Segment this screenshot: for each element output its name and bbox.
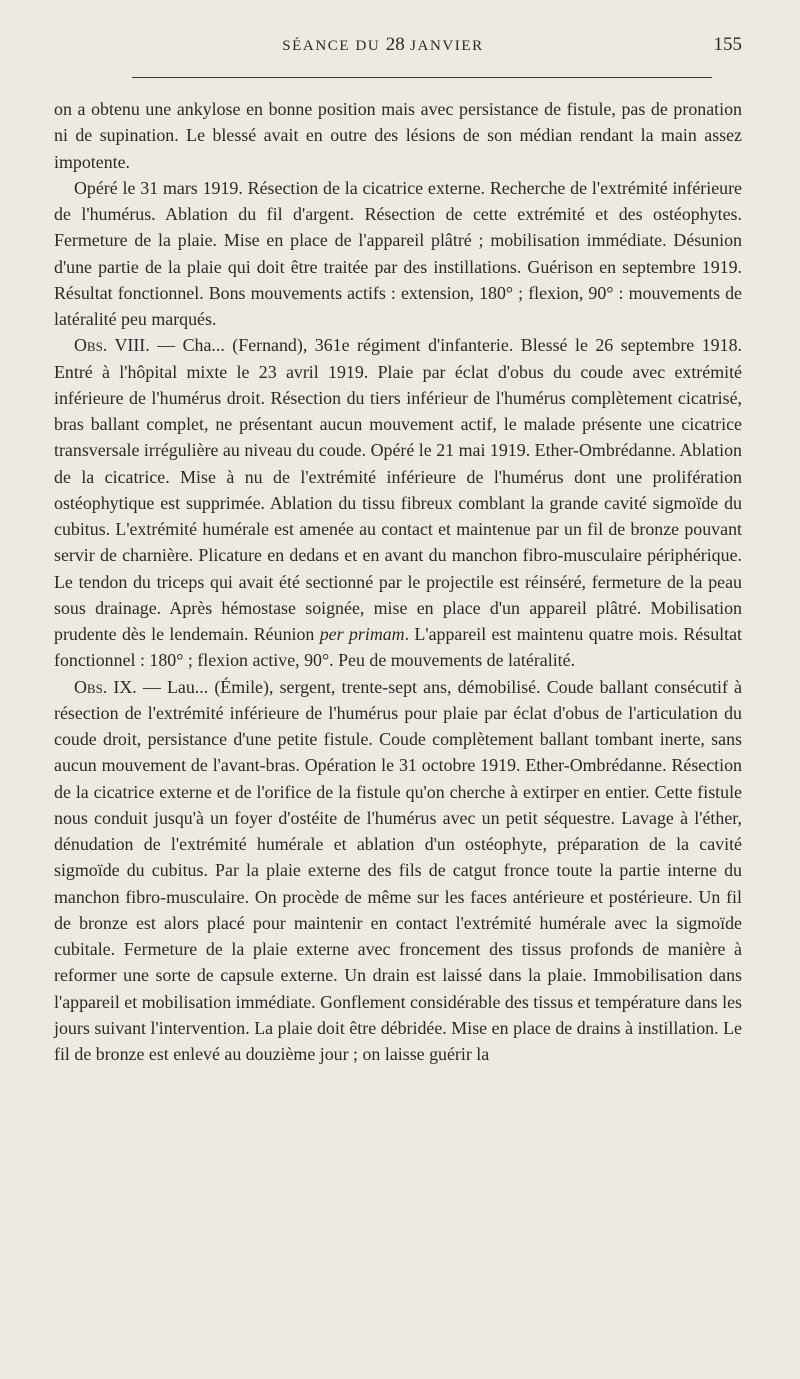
- running-title-suffix: JANVIER: [404, 38, 484, 54]
- paragraph-1: [54, 96, 742, 175]
- running-title-day: 28: [385, 34, 405, 55]
- observation-ix-label: Obs. IX.: [74, 676, 137, 697]
- paragraph-2-text: Opéré le 31 mars 1919. Résection de la cicatrice externe. Recherche de l'extrémité inférieure de l'humérus. Ablation du fil d'argent. Résection de cette extrémité et des ostéophytes. Fermeture de la plaie. Mise en place de l'appareil plâtré ; mobilisation immédiate. Désunion d'une partie de la plaie qui doit être traitée par des instillations. Guérison en septembre 1919. Résultat fonctionnel. Bons mouvements actifs : extension, 180° ; flexion, 90° : mouvements de latéralité peu marqués.: [54, 177, 742, 329]
- observation-viii-italic: per primam: [319, 624, 405, 644]
- paragraph-2: [54, 175, 742, 333]
- observation-viii-text: — Cha... (Fernand), 361e régiment d'infanterie. Blessé le 26 septembre 1918. Entré à l'hôpital mixte le 23 avril 1919. Plaie par éclat d'obus du coude avec extrémité inférieure de l'humérus droit. Résection du tiers inférieur de l'humérus complètement cicatrisé, bras ballant complet, ne présentant aucun mouvement actif, le malade présente une cicatrice transversale irrégulière au niveau du coude. Opéré le 21 mai 1919. Ether-Ombrédanne. Ablation de la cicatrice. Mise à nu de l'extrémité inférieure de l'humérus dont une prolifération ostéophytique est supprimée. Ablation du tissu fibreux comblant la grande cavité sigmoïde du cubitus. L'extrémité humérale est amenée au contact et maintenue par un fil de bronze pouvant servir de charnière. Plicature en dedans et en avant du manchon fibro-musculaire périphérique. Le tendon du triceps qui avait été sectionné par le projectile est réinséré, fermeture de la peau sous drainage. Après hémostase soignée, mise en place d'un appareil plâtré. Mobilisation prudente dès le lendemain. Réunion: [54, 335, 742, 644]
- running-title: [54, 34, 712, 56]
- observation-viii-text-end: . L'appareil est maintenu quatre mois. Résultat fonctionnel : 180° ; flexion active, 90°. Peu de mouvements de latéralité.: [54, 624, 743, 671]
- running-title-prefix: SÉANCE DU: [282, 38, 386, 54]
- running-head: [54, 34, 742, 58]
- body-text: [54, 96, 742, 1067]
- observation-ix: [54, 674, 742, 1068]
- paragraph-1-text: on a obtenu une ankylose en bonne position mais avec persistance de fistule, pas de pronation ni de supination. Le blessé avait en outre des lésions de son médian rendant la main assez impotente.: [54, 99, 742, 172]
- page-number: 155: [713, 34, 742, 55]
- header-rule: [132, 77, 712, 78]
- observation-viii: [54, 332, 742, 673]
- observation-viii-label: Obs. VIII.: [74, 335, 150, 356]
- observation-ix-text: — Lau... (Émile), sergent, trente-sept ans, démobilisé. Coude ballant consécutif à résection de l'extrémité inférieure de l'humérus pour plaie par éclat d'obus de l'articulation du coude droit, persistance d'une petite fistule. Coude complètement ballant tombant inerte, sans aucun mouvement de l'avant-bras. Opération le 31 octobre 1919. Ether-Ombrédanne. Résection de la cicatrice externe et de l'orifice de la fistule qu'on cherche à extirper en entier. Cette fistule nous conduit jusqu'à un foyer d'ostéite de l'humérus avec un petit séquestre. Lavage à l'éther, dénudation de l'extrémité humérale et ablation d'un ostéophyte, préparation de la cavité sigmoïde du cubitus. Par la plaie externe des fils de catgut fronce toute la partie interne du manchon fibro-musculaire. On procède de même sur les faces antérieure et postérieure. Un fil de bronze est alors placé pour maintenir en contact l'extrémité humérale avec la sigmoïde cubitale. Fermeture de la plaie externe avec froncement des tissus profonds de manière à reformer une sorte de capsule externe. Un drain est laissé dans la plaie. Immobilisation dans l'appareil et mobilisation immédiate. Gonflement considérable des tissus et température dans les jours suivant l'intervention. La plaie doit être débridée. Mise en place de drains à instillation. Le fil de bronze est enlevé au douzième jour ; on laisse guérir la: [54, 676, 742, 1064]
